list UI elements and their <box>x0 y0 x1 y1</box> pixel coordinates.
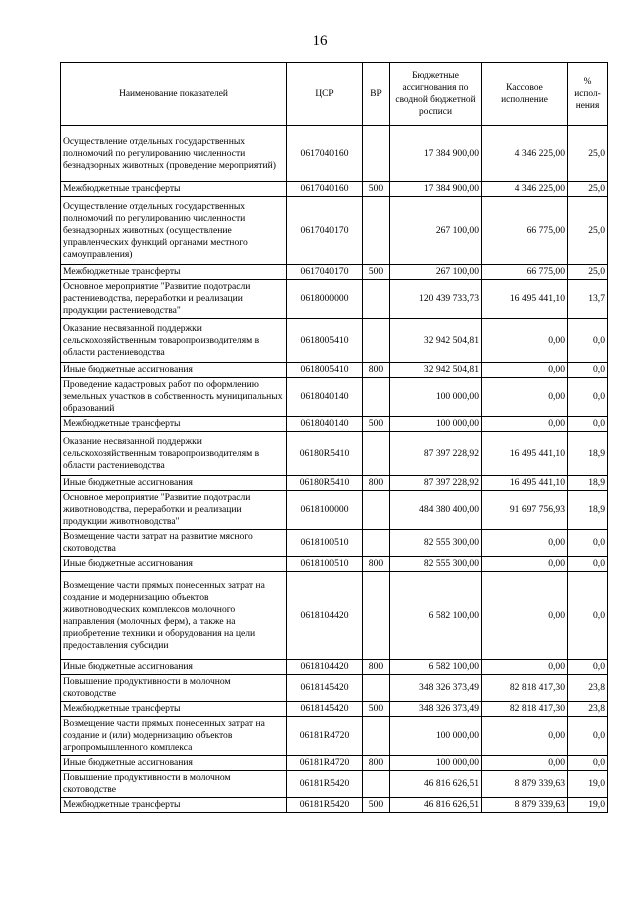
row-assignment-cell: 348 326 373,49 <box>390 675 482 702</box>
row-percent-cell: 19,0 <box>568 771 608 798</box>
row-assignment-cell: 32 942 504,81 <box>390 363 482 378</box>
row-cash-cell: 8 879 339,63 <box>482 798 568 813</box>
row-csr-cell: 0618145420 <box>287 675 363 702</box>
row-percent-cell: 0,0 <box>568 660 608 675</box>
row-csr-cell: 0618145420 <box>287 702 363 717</box>
row-vr-cell: 500 <box>363 182 390 197</box>
header-percent: % испол-нения <box>568 63 608 126</box>
table-row <box>61 265 608 280</box>
row-name-cell: Межбюджетные трансферты <box>61 798 287 813</box>
row-cash-cell: 0,00 <box>482 572 568 660</box>
row-cash-cell: 4 346 225,00 <box>482 126 568 182</box>
row-vr-cell: 800 <box>363 756 390 771</box>
row-percent-cell: 0,0 <box>568 756 608 771</box>
row-cash-cell: 4 346 225,00 <box>482 182 568 197</box>
row-cash-cell: 0,00 <box>482 756 568 771</box>
row-csr-cell: 0618040140 <box>287 378 363 417</box>
row-vr-cell <box>363 280 390 319</box>
row-csr-cell: 0617040160 <box>287 126 363 182</box>
page-number: 16 <box>312 33 328 49</box>
row-vr-cell <box>363 319 390 363</box>
row-vr-cell: 500 <box>363 702 390 717</box>
row-assignment-cell: 100 000,00 <box>390 378 482 417</box>
table-row <box>61 771 608 798</box>
row-csr-cell: 0618104420 <box>287 572 363 660</box>
row-assignment-cell: 82 555 300,00 <box>390 557 482 572</box>
row-assignment-cell: 120 439 733,73 <box>390 280 482 319</box>
row-name-cell: Возмещение части прямых понесенных затрат на создание и (или) модернизацию объектов агропромышленного комплекса <box>61 717 287 756</box>
row-cash-cell: 0,00 <box>482 378 568 417</box>
row-vr-cell <box>363 491 390 530</box>
row-percent-cell: 0,0 <box>568 378 608 417</box>
row-assignment-cell: 87 397 228,92 <box>390 476 482 491</box>
row-vr-cell <box>363 530 390 557</box>
table-row <box>61 756 608 771</box>
header-vr: ВР <box>363 63 390 126</box>
table-row <box>61 717 608 756</box>
row-vr-cell: 800 <box>363 557 390 572</box>
row-cash-cell: 0,00 <box>482 417 568 432</box>
row-csr-cell: 0618000000 <box>287 280 363 319</box>
row-csr-cell: 06181R4720 <box>287 717 363 756</box>
row-percent-cell: 23,8 <box>568 702 608 717</box>
row-vr-cell <box>363 572 390 660</box>
row-percent-cell: 13,7 <box>568 280 608 319</box>
row-cash-cell: 0,00 <box>482 530 568 557</box>
row-assignment-cell: 46 816 626,51 <box>390 771 482 798</box>
row-csr-cell: 0618040140 <box>287 417 363 432</box>
row-vr-cell <box>363 197 390 265</box>
row-cash-cell: 0,00 <box>482 319 568 363</box>
table-row <box>61 530 608 557</box>
row-csr-cell: 0618100510 <box>287 530 363 557</box>
row-vr-cell <box>363 675 390 702</box>
table-row <box>61 432 608 476</box>
row-name-cell: Проведение кадастровых работ по оформлению земельных участков в собственность муниципальных образований <box>61 378 287 417</box>
row-vr-cell: 500 <box>363 417 390 432</box>
row-assignment-cell: 6 582 100,00 <box>390 660 482 675</box>
row-percent-cell: 0,0 <box>568 319 608 363</box>
row-assignment-cell: 348 326 373,49 <box>390 702 482 717</box>
row-assignment-cell: 484 380 400,00 <box>390 491 482 530</box>
budget-execution-table <box>60 62 608 813</box>
row-name-cell: Осуществление отдельных государственных полномочий по регулированию численности безнадзорных животных (проведение мероприятий) <box>61 126 287 182</box>
row-assignment-cell: 100 000,00 <box>390 756 482 771</box>
row-percent-cell: 0,0 <box>568 717 608 756</box>
row-percent-cell: 25,0 <box>568 126 608 182</box>
row-name-cell: Межбюджетные трансферты <box>61 265 287 280</box>
row-name-cell: Иные бюджетные ассигнования <box>61 660 287 675</box>
row-csr-cell: 0617040170 <box>287 265 363 280</box>
row-csr-cell: 0617040170 <box>287 197 363 265</box>
table-row <box>61 280 608 319</box>
row-assignment-cell: 267 100,00 <box>390 197 482 265</box>
table-row <box>61 126 608 182</box>
table-row <box>61 197 608 265</box>
row-name-cell: Межбюджетные трансферты <box>61 417 287 432</box>
row-name-cell: Осуществление отдельных государственных полномочий по регулированию численности безнадзорных животных (осуществление управленческих функций органами местного самоуправления) <box>61 197 287 265</box>
row-assignment-cell: 17 384 900,00 <box>390 182 482 197</box>
table-header-row <box>61 63 608 126</box>
row-percent-cell: 18,9 <box>568 476 608 491</box>
row-assignment-cell: 17 384 900,00 <box>390 126 482 182</box>
row-assignment-cell: 46 816 626,51 <box>390 798 482 813</box>
row-vr-cell: 800 <box>363 363 390 378</box>
row-cash-cell: 0,00 <box>482 717 568 756</box>
row-vr-cell <box>363 771 390 798</box>
row-vr-cell <box>363 717 390 756</box>
table-row <box>61 557 608 572</box>
header-name: Наименование показателей <box>61 63 287 126</box>
row-cash-cell: 0,00 <box>482 557 568 572</box>
row-cash-cell: 16 495 441,10 <box>482 432 568 476</box>
row-csr-cell: 0617040160 <box>287 182 363 197</box>
row-percent-cell: 19,0 <box>568 798 608 813</box>
row-csr-cell: 0618100510 <box>287 557 363 572</box>
row-csr-cell: 0618005410 <box>287 319 363 363</box>
row-name-cell: Оказание несвязанной поддержки сельскохозяйственным товаропроизводителям в области растениеводства <box>61 319 287 363</box>
row-name-cell: Повышение продуктивности в молочном скотоводстве <box>61 771 287 798</box>
row-assignment-cell: 6 582 100,00 <box>390 572 482 660</box>
row-assignment-cell: 82 555 300,00 <box>390 530 482 557</box>
row-assignment-cell: 100 000,00 <box>390 417 482 432</box>
row-cash-cell: 8 879 339,63 <box>482 771 568 798</box>
row-cash-cell: 66 775,00 <box>482 265 568 280</box>
header-csr: ЦСР <box>287 63 363 126</box>
row-percent-cell: 25,0 <box>568 197 608 265</box>
row-cash-cell: 66 775,00 <box>482 197 568 265</box>
row-vr-cell: 800 <box>363 660 390 675</box>
table-row <box>61 319 608 363</box>
row-percent-cell: 0,0 <box>568 572 608 660</box>
row-name-cell: Возмещение части затрат на развитие мясного скотоводства <box>61 530 287 557</box>
table-row <box>61 660 608 675</box>
row-name-cell: Основное мероприятие "Развитие подотрасли растениеводства, переработки и реализации продукции растениеводства" <box>61 280 287 319</box>
row-percent-cell: 25,0 <box>568 265 608 280</box>
row-assignment-cell: 87 397 228,92 <box>390 432 482 476</box>
table-row <box>61 702 608 717</box>
row-name-cell: Межбюджетные трансферты <box>61 702 287 717</box>
row-name-cell: Иные бюджетные ассигнования <box>61 476 287 491</box>
row-percent-cell: 0,0 <box>568 417 608 432</box>
table-row <box>61 675 608 702</box>
row-cash-cell: 82 818 417,30 <box>482 702 568 717</box>
row-name-cell: Иные бюджетные ассигнования <box>61 756 287 771</box>
row-cash-cell: 0,00 <box>482 660 568 675</box>
row-vr-cell: 500 <box>363 265 390 280</box>
row-csr-cell: 06180R5410 <box>287 476 363 491</box>
row-name-cell: Межбюджетные трансферты <box>61 182 287 197</box>
row-csr-cell: 06181R5420 <box>287 798 363 813</box>
table-row <box>61 378 608 417</box>
row-name-cell: Повышение продуктивности в молочном скотоводстве <box>61 675 287 702</box>
row-cash-cell: 16 495 441,10 <box>482 280 568 319</box>
row-vr-cell <box>363 432 390 476</box>
row-vr-cell <box>363 378 390 417</box>
row-name-cell: Иные бюджетные ассигнования <box>61 557 287 572</box>
row-percent-cell: 23,8 <box>568 675 608 702</box>
row-vr-cell: 500 <box>363 798 390 813</box>
row-vr-cell: 800 <box>363 476 390 491</box>
row-cash-cell: 91 697 756,93 <box>482 491 568 530</box>
table-row <box>61 476 608 491</box>
row-csr-cell: 06181R5420 <box>287 771 363 798</box>
row-csr-cell: 0618104420 <box>287 660 363 675</box>
row-assignment-cell: 32 942 504,81 <box>390 319 482 363</box>
row-vr-cell <box>363 126 390 182</box>
row-csr-cell: 0618100000 <box>287 491 363 530</box>
row-percent-cell: 0,0 <box>568 363 608 378</box>
row-assignment-cell: 100 000,00 <box>390 717 482 756</box>
row-name-cell: Основное мероприятие "Развитие подотрасли животноводства, переработки и реализации продукции животноводства" <box>61 491 287 530</box>
table-row <box>61 417 608 432</box>
row-csr-cell: 06181R4720 <box>287 756 363 771</box>
row-csr-cell: 06180R5410 <box>287 432 363 476</box>
row-assignment-cell: 267 100,00 <box>390 265 482 280</box>
table-row <box>61 798 608 813</box>
row-percent-cell: 25,0 <box>568 182 608 197</box>
row-cash-cell: 82 818 417,30 <box>482 675 568 702</box>
header-cash-execution: Кассовое исполнение <box>482 63 568 126</box>
row-cash-cell: 0,00 <box>482 363 568 378</box>
header-assignments: Бюджетные ассигнования по сводной бюджетной росписи <box>390 63 482 126</box>
row-percent-cell: 0,0 <box>568 557 608 572</box>
row-percent-cell: 18,9 <box>568 432 608 476</box>
row-percent-cell: 0,0 <box>568 530 608 557</box>
table-row <box>61 572 608 660</box>
table-row <box>61 182 608 197</box>
table-row <box>61 363 608 378</box>
table-row <box>61 491 608 530</box>
row-name-cell: Оказание несвязанной поддержки сельскохозяйственным товаропроизводителям в области растениеводства <box>61 432 287 476</box>
row-name-cell: Иные бюджетные ассигнования <box>61 363 287 378</box>
row-cash-cell: 16 495 441,10 <box>482 476 568 491</box>
row-name-cell: Возмещение части прямых понесенных затрат на создание и модернизацию объектов животноводческих комплексов молочного направления (молочных ферм), а также на приобретение техники и оборудования на цели предоставления субсидии <box>61 572 287 660</box>
row-percent-cell: 18,9 <box>568 491 608 530</box>
row-csr-cell: 0618005410 <box>287 363 363 378</box>
